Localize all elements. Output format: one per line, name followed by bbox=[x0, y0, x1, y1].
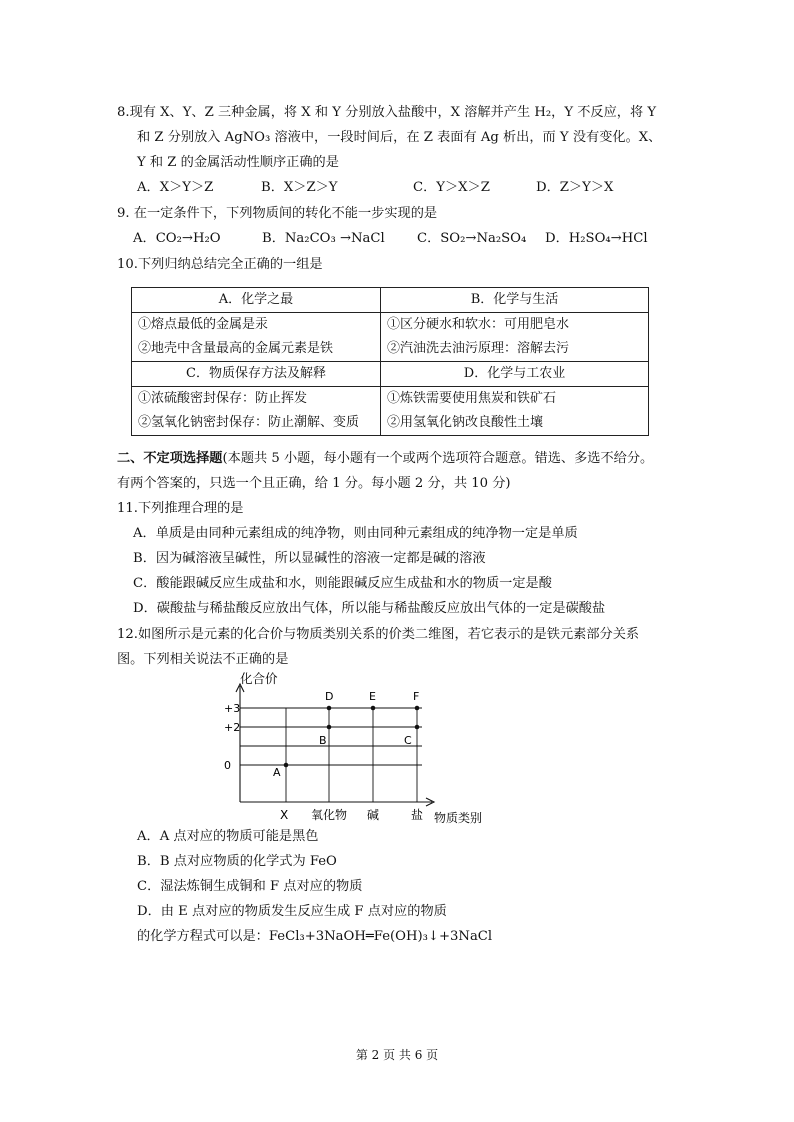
chart-x-axis-label: 物质类别 bbox=[434, 811, 483, 825]
point-label-c: C bbox=[404, 734, 412, 747]
section2-instructions: (本题共 5 小题，每小题有一个或两个选项符合题意。错选、多选不给分。 bbox=[222, 451, 654, 466]
point-label-e: E bbox=[369, 690, 376, 703]
q9-option-a: A．CO₂→H₂O bbox=[133, 231, 221, 246]
q10-a-item-1: ①熔点最低的金属是汞 bbox=[138, 317, 269, 332]
q10-cell-b-body bbox=[381, 313, 649, 362]
data-point-e bbox=[371, 706, 376, 711]
x-tick-label: 盐 bbox=[411, 808, 424, 822]
q8-line1: 8.现有 X、Y、Z 三种金属，将 X 和 Y 分别放入盐酸中，X 溶解并产生 H₂，Y 不反应，将 Y bbox=[117, 105, 657, 120]
q9-option-b: B．Na₂CO₃ →NaCl bbox=[262, 231, 385, 246]
point-label-d: D bbox=[325, 690, 334, 703]
section2-line1 bbox=[117, 450, 653, 468]
q10-stem: 10.下列归纳总结完全正确的一组是 bbox=[117, 257, 323, 272]
x-tick-label: X bbox=[280, 808, 289, 822]
q11-option-d: D．碳酸盐与稀盐酸反应放出气体，所以能与稀盐酸反应放出气体的一定是碳酸盐 bbox=[133, 601, 606, 616]
q8-option-b: B．X＞Z＞Y bbox=[261, 180, 338, 195]
q10-c-item-2: ②氢氧化钠密封保存：防止潮解、变质 bbox=[138, 415, 360, 430]
q11-option-a: A．单质是由同种元素组成的纯净物，则由同种元素组成的纯净物一定是单质 bbox=[133, 526, 578, 541]
q10-cell-a-head: A．化学之最 bbox=[132, 288, 381, 313]
q12-option-b: B．B 点对应物质的化学式为 FeO bbox=[137, 854, 337, 869]
point-label-f: F bbox=[413, 690, 420, 703]
q10-cell-b-head: B．化学与生活 bbox=[381, 288, 649, 313]
q10-b-item-2: ②汽油洗去油污原理：溶解去污 bbox=[387, 341, 570, 356]
q12-option-c: C．湿法炼铜生成铜和 F 点对应的物质 bbox=[137, 879, 363, 894]
q10-cell-c-body bbox=[132, 387, 381, 436]
data-point-b bbox=[327, 725, 332, 730]
q12-line1: 12.如图所示是元素的化合价与物质类别关系的价类二维图，若它表示的是铁元素部分关系 bbox=[117, 627, 640, 642]
q12-line2: 图。下列相关说法不正确的是 bbox=[117, 652, 289, 667]
q12-option-d-continued: 的化学方程式可以是：FeCl₃+3NaOH═Fe(OH)₃↓+3NaCl bbox=[137, 929, 493, 944]
y-tick-label: +3 bbox=[224, 702, 241, 715]
q8-line3: Y 和 Z 的金属活动性顺序正确的是 bbox=[137, 155, 339, 170]
q11-stem: 11.下列推理合理的是 bbox=[117, 501, 244, 516]
y-tick-label: +2 bbox=[224, 721, 241, 734]
q10-d-item-2: ②用氢氧化钠改良酸性土壤 bbox=[387, 415, 544, 430]
q12-option-a: A．A 点对应的物质可能是黑色 bbox=[137, 829, 319, 844]
chart-y-axis-label: 化合价 bbox=[240, 672, 278, 686]
q10-cell-a-body bbox=[132, 313, 381, 362]
q10-b-item-1: ①区分硬水和软水：可用肥皂水 bbox=[387, 317, 570, 332]
q8-line2: 和 Z 分别放入 AgNO₃ 溶液中，一段时间后，在 Z 表面有 Ag 析出，而 Y 没有变化。X、 bbox=[137, 130, 662, 145]
q8-option-d: D．Z＞Y＞X bbox=[536, 180, 614, 195]
q8-option-a: A．X＞Y＞Z bbox=[137, 180, 214, 195]
q9-option-c: C．SO₂→Na₂SO₄ bbox=[417, 231, 527, 246]
q11-option-b: B．因为碱溶液呈碱性，所以显碱性的溶液一定都是碱的溶液 bbox=[133, 551, 486, 566]
valence-class-chart bbox=[222, 672, 522, 827]
q9-option-d: D．H₂SO₄→HCl bbox=[545, 231, 648, 246]
data-point-f bbox=[415, 706, 420, 711]
q10-cell-d-head: D．化学与工农业 bbox=[381, 362, 649, 387]
q8-option-c: C．Y＞X＞Z bbox=[413, 180, 490, 195]
q10-cell-d-body bbox=[381, 387, 649, 436]
data-point-c bbox=[415, 725, 420, 730]
q10-c-item-1: ①浓硫酸密封保存：防止挥发 bbox=[138, 391, 308, 406]
q11-option-c: C．酸能跟碱反应生成盐和水，则能跟碱反应生成盐和水的物质一定是酸 bbox=[133, 576, 552, 591]
point-label-a: A bbox=[273, 766, 281, 779]
data-point-d bbox=[327, 706, 332, 711]
q10-a-item-2: ②地壳中含量最高的金属元素是铁 bbox=[138, 341, 334, 356]
q10-cell-c-head: C．物质保存方法及解释 bbox=[132, 362, 381, 387]
data-point-a bbox=[284, 763, 289, 768]
q10-d-item-1: ①炼铁需要使用焦炭和铁矿石 bbox=[387, 391, 557, 406]
section2-title: 二、不定项选择题 bbox=[117, 451, 223, 466]
point-label-b: B bbox=[319, 734, 327, 747]
q12-option-d: D．由 E 点对应的物质发生反应生成 F 点对应的物质 bbox=[137, 904, 447, 919]
q9-stem: 9. 在一定条件下，下列物质间的转化不能一步实现的是 bbox=[117, 206, 438, 221]
page-footer: 第 2 页 共 6 页 bbox=[355, 1048, 439, 1062]
x-tick-label: 碱 bbox=[367, 808, 380, 822]
y-tick-label: 0 bbox=[224, 759, 231, 772]
section2-line2: 有两个答案的，只选一个且正确，给 1 分。每小题 2 分，共 10 分) bbox=[117, 476, 511, 491]
q10-table bbox=[131, 287, 649, 436]
x-tick-label: 氧化物 bbox=[311, 808, 348, 822]
